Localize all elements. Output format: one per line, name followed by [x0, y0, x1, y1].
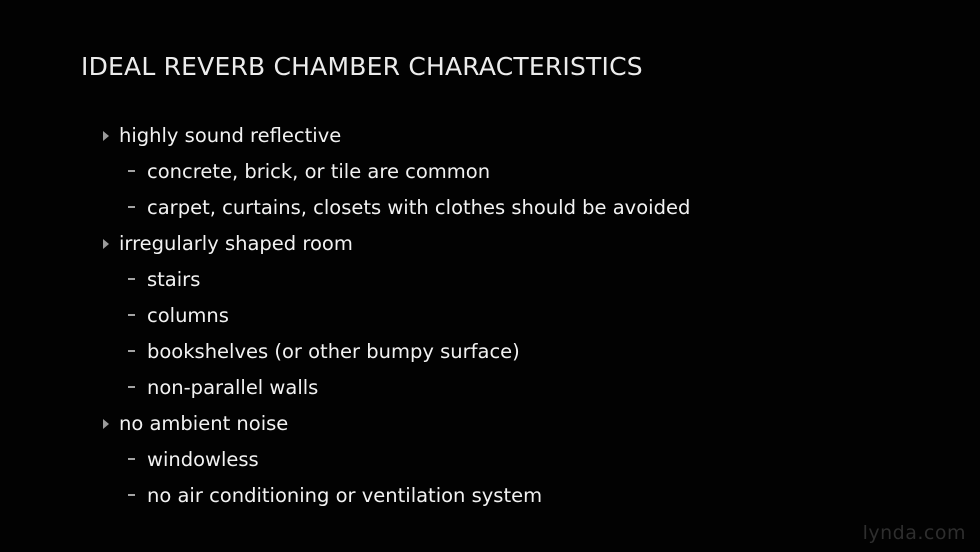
- dash-icon: [128, 206, 135, 208]
- sub-bullet-text: stairs: [147, 268, 201, 291]
- dash-icon: [128, 494, 135, 496]
- sub-bullet-item: [128, 376, 318, 400]
- dash-icon: [128, 458, 135, 460]
- bullet-item: [103, 232, 353, 256]
- sub-bullet-text: non-parallel walls: [147, 376, 319, 399]
- sub-bullet-item: [128, 484, 542, 508]
- bullet-text: no ambient noise: [119, 412, 289, 435]
- bullet-text: highly sound reflective: [119, 124, 342, 147]
- sub-bullet-text: concrete, brick, or tile are common: [147, 160, 491, 183]
- sub-bullet-item: [128, 196, 690, 220]
- sub-bullet-text: columns: [147, 304, 229, 327]
- watermark-logo: lynda.com: [862, 522, 966, 544]
- bullet-item: [103, 124, 341, 148]
- right-triangle-icon: [103, 419, 109, 429]
- slide-title: IDEAL REVERB CHAMBER CHARACTERISTICS: [81, 52, 643, 81]
- dash-icon: [128, 314, 135, 316]
- sub-bullet-item: [128, 340, 520, 364]
- sub-bullet-item: [128, 448, 259, 472]
- sub-bullet-text: carpet, curtains, closets with clothes should be avoided: [147, 196, 691, 219]
- sub-bullet-text: bookshelves (or other bumpy surface): [147, 340, 520, 363]
- dash-icon: [128, 350, 135, 352]
- right-triangle-icon: [103, 239, 109, 249]
- dash-icon: [128, 170, 135, 172]
- bullet-text: irregularly shaped room: [119, 232, 353, 255]
- sub-bullet-item: [128, 160, 490, 184]
- bullet-item: [103, 412, 288, 436]
- sub-bullet-item: [128, 268, 200, 292]
- dash-icon: [128, 278, 135, 280]
- sub-bullet-item: [128, 304, 229, 328]
- dash-icon: [128, 386, 135, 388]
- sub-bullet-text: windowless: [147, 448, 259, 471]
- sub-bullet-text: no air conditioning or ventilation system: [147, 484, 543, 507]
- right-triangle-icon: [103, 131, 109, 141]
